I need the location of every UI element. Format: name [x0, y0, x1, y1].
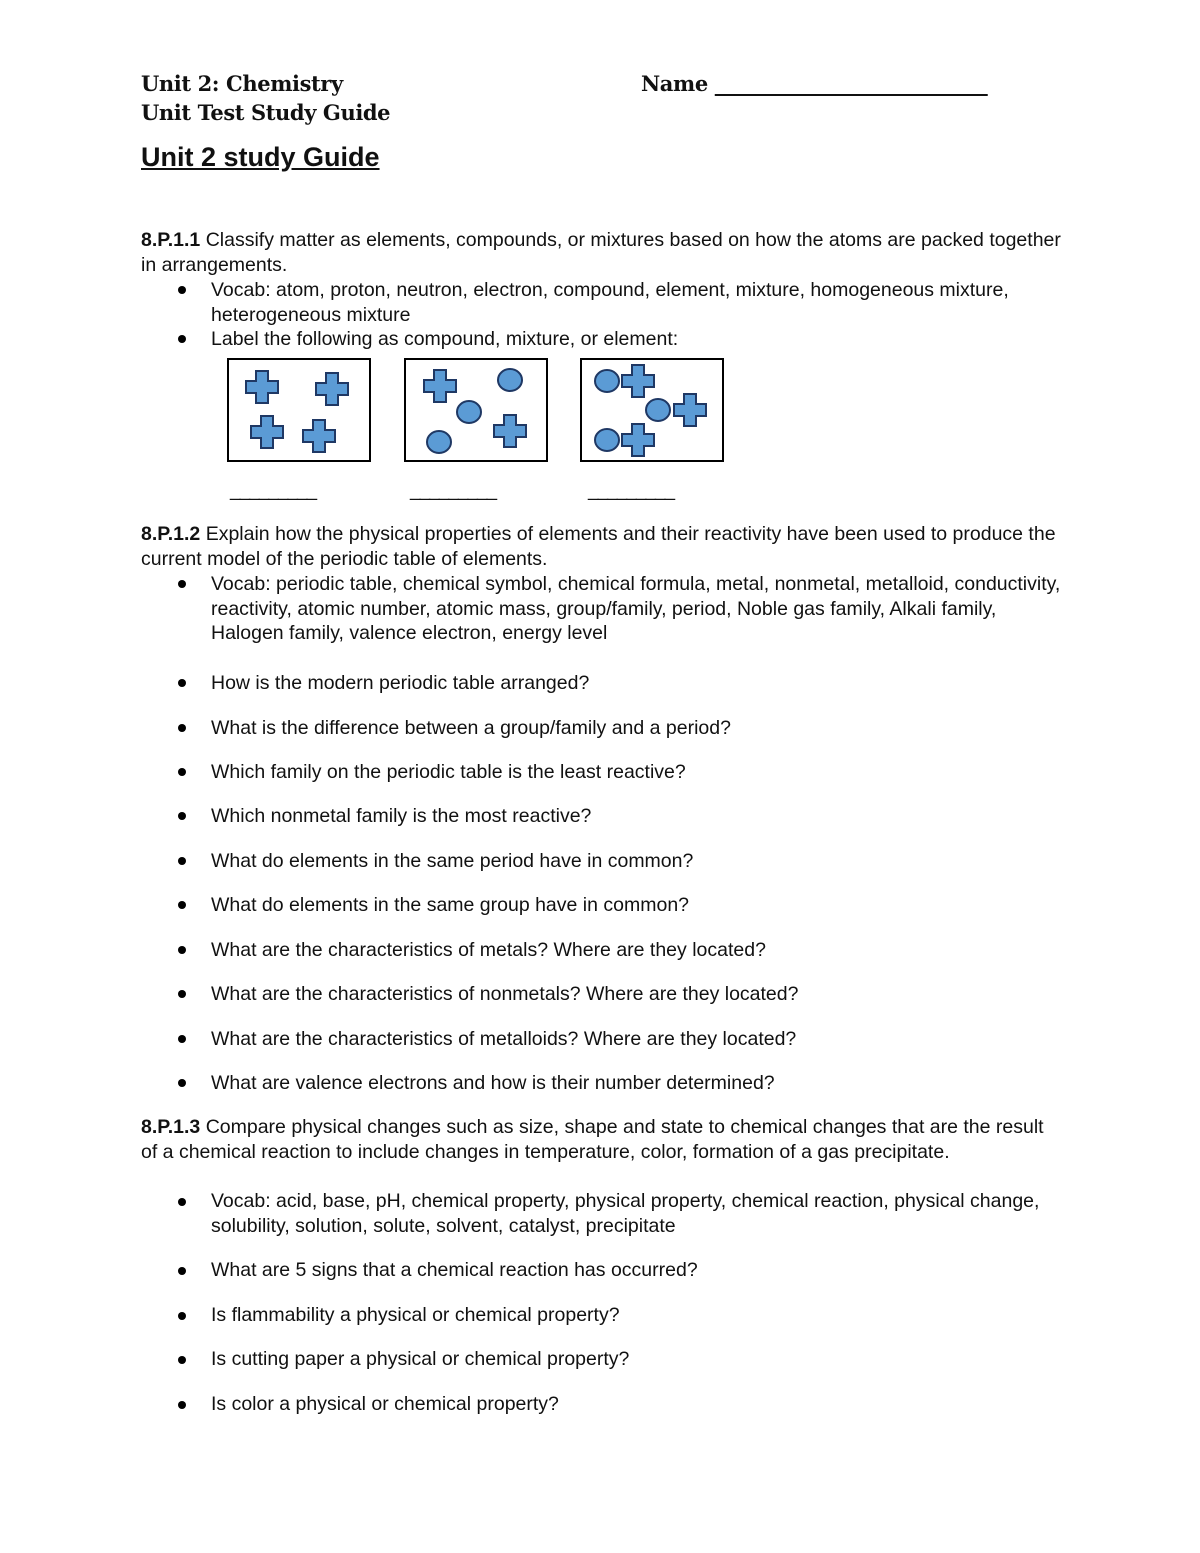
bullet-icon — [178, 768, 186, 776]
particle-diagram — [406, 360, 546, 460]
particle-diagram — [582, 360, 722, 460]
bullet-icon — [178, 1035, 186, 1043]
bullet-icon — [178, 335, 186, 343]
answer-blank-3[interactable]: _________ — [588, 480, 675, 501]
answer-blank-1[interactable]: _________ — [230, 480, 317, 501]
list-item: What are the characteristics of metalloids? Where are they located? — [211, 1028, 797, 1050]
particle-diagram — [229, 360, 369, 460]
standard-8p11 — [141, 228, 1061, 277]
list-item: Is color a physical or chemical property? — [211, 1393, 559, 1415]
bullet-icon — [178, 1356, 186, 1364]
plus-shaped-particle-icon — [494, 415, 526, 447]
bullet-icon — [178, 1198, 186, 1206]
standard-code: 8.P.1.2 — [141, 523, 201, 545]
standard-text: Classify matter as elements, compounds, or mixtures based on how the atoms are packed together in arrangements. — [141, 229, 1061, 276]
list-item: What do elements in the same group have in common? — [211, 894, 690, 916]
list-item: Which nonmetal family is the most reactive? — [211, 805, 592, 827]
list-item: What are the characteristics of metals? Where are they located? — [211, 939, 766, 961]
list-item: Vocab: periodic table, chemical symbol, chemical formula, metal, nonmetal, metalloid, conductivity, reactivity, atomic number, atomic mass, group/family, period, Noble gas family, Alkali family, Halogen family, valence electron, energy level — [211, 573, 1061, 644]
plus-shaped-particle-icon — [316, 373, 348, 405]
standard-8p12 — [141, 522, 1061, 571]
answer-blank-2[interactable]: _________ — [410, 480, 497, 501]
bullet-icon — [178, 724, 186, 732]
list-item: What are the characteristics of nonmetals? Where are they located? — [211, 983, 799, 1005]
round-particle-icon — [595, 370, 619, 392]
list-item: How is the modern periodic table arranged? — [211, 672, 590, 694]
list-item: Vocab: acid, base, pH, chemical property, physical property, chemical reaction, physical change, solubility, solution, solute, solvent, catalyst, precipitate — [211, 1190, 1040, 1237]
element-diagram-box — [227, 358, 371, 462]
plus-shaped-particle-icon — [622, 365, 654, 397]
round-particle-icon — [427, 431, 451, 453]
list-item: What is the difference between a group/family and a period? — [211, 717, 731, 739]
plus-shaped-particle-icon — [303, 420, 335, 452]
bullet-icon — [178, 857, 186, 865]
standard-code: 8.P.1.3 — [141, 1116, 201, 1138]
list-item: What do elements in the same period have in common? — [211, 850, 694, 872]
bullet-icon — [178, 1312, 186, 1320]
plus-shaped-particle-icon — [674, 394, 706, 426]
plus-shaped-particle-icon — [424, 370, 456, 402]
standard-code: 8.P.1.1 — [141, 229, 201, 251]
plus-shaped-particle-icon — [251, 416, 283, 448]
standard-8p13 — [141, 1115, 1061, 1164]
bullet-icon — [178, 580, 186, 588]
list-item: What are valence electrons and how is their number determined? — [211, 1072, 775, 1094]
list-item: What are 5 signs that a chemical reaction has occurred? — [211, 1259, 698, 1281]
bullet-icon — [178, 679, 186, 687]
name-field-label: Name ___________________________ — [641, 71, 988, 96]
list-item: Is flammability a physical or chemical property? — [211, 1304, 620, 1326]
bullet-icon — [178, 946, 186, 954]
bullet-icon — [178, 812, 186, 820]
bullet-icon — [178, 990, 186, 998]
round-particle-icon — [498, 369, 522, 391]
page-title: Unit 2 study Guide — [141, 142, 380, 172]
round-particle-icon — [646, 399, 670, 421]
unit-label: Unit 2: Chemistry — [141, 71, 343, 96]
list-item: Vocab: atom, proton, neutron, electron, compound, element, mixture, homogeneous mixture, heterogeneous mixture — [211, 279, 1009, 326]
bullet-icon — [178, 1401, 186, 1409]
mixture-diagram-box — [404, 358, 548, 462]
list-item: Is cutting paper a physical or chemical property? — [211, 1348, 630, 1370]
plus-shaped-particle-icon — [622, 424, 654, 456]
bullet-icon — [178, 901, 186, 909]
standard-text: Compare physical changes such as size, shape and state to chemical changes that are the result of a chemical reaction to include changes in temperature, color, formation of a gas precipitate. — [141, 1116, 1044, 1163]
bullet-icon — [178, 1079, 186, 1087]
list-item: Label the following as compound, mixture, or element: — [211, 328, 679, 350]
standard-text: Explain how the physical properties of elements and their reactivity have been used to produce the current model of the periodic table of elements. — [141, 523, 1056, 570]
round-particle-icon — [457, 401, 481, 423]
bullet-icon — [178, 1267, 186, 1275]
plus-shaped-particle-icon — [246, 371, 278, 403]
study-guide-subtitle: Unit Test Study Guide — [141, 100, 391, 125]
list-item: Which family on the periodic table is the least reactive? — [211, 761, 686, 783]
round-particle-icon — [595, 429, 619, 451]
bullet-icon — [178, 286, 186, 294]
compound-diagram-box — [580, 358, 724, 462]
